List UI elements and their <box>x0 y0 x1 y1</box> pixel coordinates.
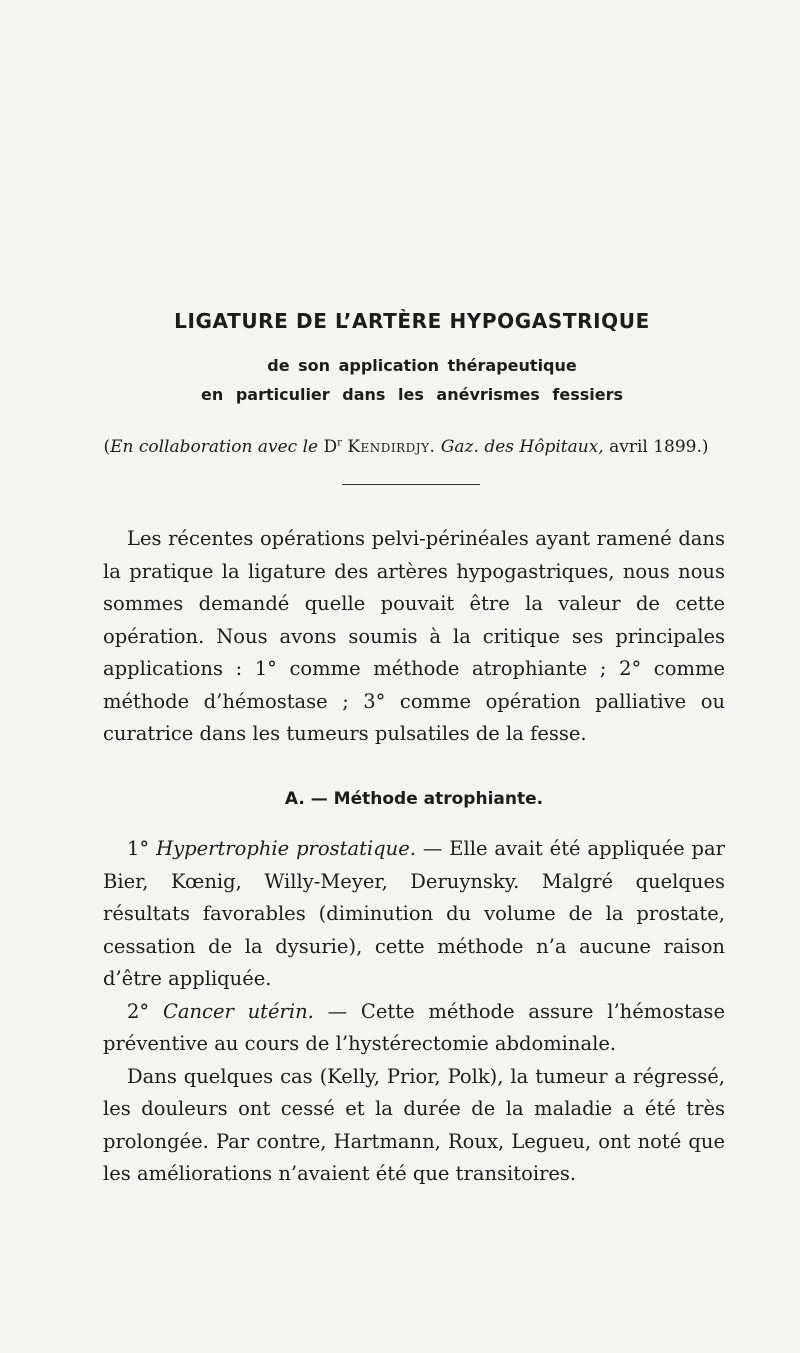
citation-dr-sup: r <box>337 437 342 449</box>
item-number: 1° <box>127 837 150 860</box>
citation-dr: D <box>323 437 338 457</box>
item-text: — Cette méthode assure l’hémostase préventive au cours de l’hystérectomie abdominale. <box>103 999 725 1055</box>
citation-lead: En collaboration avec le <box>110 437 319 457</box>
separator-rule <box>342 484 480 485</box>
citation-close-paren: ) <box>701 437 709 457</box>
final-paragraph: Dans quelques cas (Kelly, Prior, Polk), la tumeur a régressé, les douleurs ont cessé et la durée de la maladie a été très prolongée. Par contre, Hartmann, Roux, Legueu, ont noté que les améliorations n’avaient été que transitoires. <box>103 1064 725 1185</box>
subtitle-line-1: de son application thérapeutique <box>267 356 577 375</box>
item-number: 2° <box>127 999 150 1023</box>
citation-date: avril 1899. <box>609 437 702 457</box>
intro-block <box>103 523 725 751</box>
citation-journal: Gaz. des Hôpitaux, <box>440 437 604 457</box>
citation-open-paren: ( <box>103 437 111 457</box>
item-label: Cancer utérin. <box>162 999 314 1023</box>
item-text: — Elle avait été appliquée par Bier, Kœnig, Willy-Meyer, Deruynsky. Malgré quelques résultats favorables (diminution du volume de la prostate, cessation de la dysurie), cette méthode n’a aucune raison d’être appliquée. <box>103 837 725 990</box>
citation-author: Kendirdjy. <box>347 437 436 457</box>
citation-line <box>6 437 800 457</box>
item-label: Hypertrophie prostatique. <box>156 837 416 860</box>
item-paragraph-2 <box>103 996 725 1061</box>
intro-paragraph: Les récentes opérations pelvi-périnéales ayant ramené dans la pratique la ligature des artères hypogastriques, nous nous sommes demandé quelle pouvait être la valeur de cette opération. Nous avons soumis à la critique ses principales applications : 1° comme méthode atrophiante ; 2° comme méthode d’hémostase ; 3° comme opération palliative ou curatrice dans les tumeurs pulsatiles de la fesse. <box>103 527 725 745</box>
article-title: LIGATURE DE L’ARTÈRE HYPOGASTRIQUE <box>174 309 650 333</box>
item-paragraph-1 <box>103 833 725 996</box>
section-heading: A. — Méthode atrophiante. <box>284 789 544 809</box>
main-block <box>103 833 725 1191</box>
subtitle-line-2: en particulier dans les anévrismes fessiers <box>201 385 623 404</box>
